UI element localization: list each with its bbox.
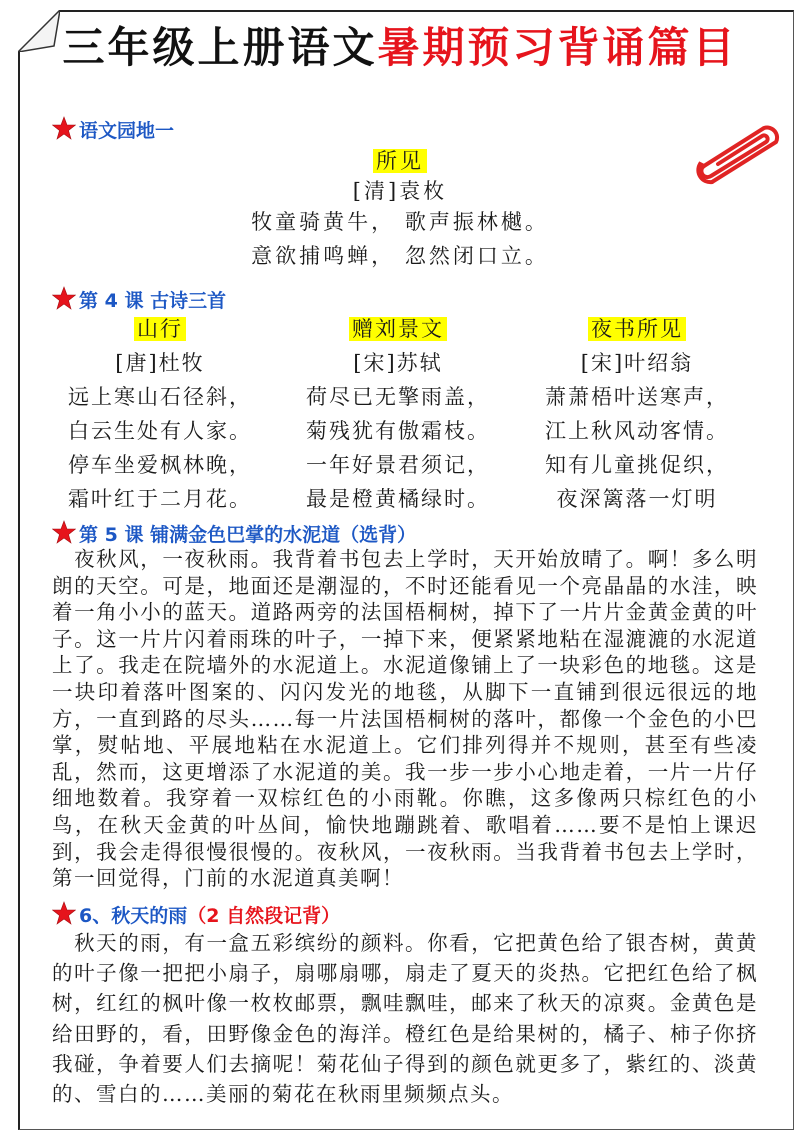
section-heading-label: 第 5 课 铺满金色巴掌的水泥道（选背） xyxy=(79,524,417,546)
poem-title-yeshusuojian: 夜书所见 xyxy=(588,317,686,341)
poem-line: 知有儿童挑促织， xyxy=(545,453,729,477)
poem-title-shanxing: 山行 xyxy=(134,317,186,341)
poem-line: 牧童骑黄牛， 歌声振林樾。 xyxy=(251,210,549,234)
poem-line: 夜深篱落一灯明 xyxy=(556,487,718,511)
poem-title-zengliujingwen: 赠刘景文 xyxy=(349,317,447,341)
poem-author-suojian: [清]袁枚 xyxy=(352,179,448,203)
page-title xyxy=(0,18,800,78)
section-heading-note: （2 自然段记背） xyxy=(187,905,341,927)
section-heading-3 xyxy=(52,520,416,548)
poem-line: 荷尽已无擎雨盖， xyxy=(306,385,490,409)
poem-author: [唐]杜牧 xyxy=(115,351,205,375)
poem-line: 江上秋风动客情。 xyxy=(545,419,729,443)
poem-column-shanxing xyxy=(52,312,268,516)
poem-author: [宋]苏轼 xyxy=(353,351,443,375)
poem-line: 一年好景君须记， xyxy=(306,453,490,477)
section-heading-1 xyxy=(52,116,174,144)
section-heading-label: 6、秋天的雨 xyxy=(79,905,188,927)
section-heading-2 xyxy=(52,286,226,314)
passage-paved-road xyxy=(52,546,758,892)
red-star-icon xyxy=(52,286,76,310)
poem-column-yeshusuojian xyxy=(526,312,748,516)
poem-line: 停车坐爱枫林晚， xyxy=(68,453,252,477)
red-star-icon xyxy=(52,116,76,140)
poem-author: [宋]叶绍翁 xyxy=(580,351,694,375)
passage-text: 秋天的雨，有一盒五彩缤纷的颜料。你看，它把黄色给了银杏树，黄黄的叶子像一把把小扇子，扇哪扇哪，扇走了夏天的炎热。它把红色给了枫树，红红的枫叶像一枚枚邮票，飘哇飘哇，邮来了秋天的凉爽。金黄色是给田野的，看，田野像金色的海洋。橙红色是给果树的，橘子、柿子你挤我碰，争着要人们去摘呢！菊花仙子得到的颜色就更多了，紫红的、淡黄的、雪白的……美丽的菊花在秋雨里频频点头。 xyxy=(52,931,758,1107)
poem-column-zengliujingwen xyxy=(286,312,510,516)
poem-line: 白云生处有人家。 xyxy=(68,419,252,443)
poem-line: 萧萧梧叶送寒声， xyxy=(545,385,729,409)
poem-title-suojian: 所见 xyxy=(373,149,427,173)
title-grade: 三年级上册语文 xyxy=(62,23,378,72)
passage-autumn-rain xyxy=(52,928,758,1109)
poem-line: 远上寒山石径斜， xyxy=(68,385,252,409)
red-star-icon xyxy=(52,901,76,925)
title-topic: 暑期预习背诵篇目 xyxy=(377,23,738,72)
section-heading-4 xyxy=(52,901,340,929)
poem-line: 菊残犹有傲霜枝。 xyxy=(306,419,490,443)
passage-text: 夜秋风，一夜秋雨。我背着书包去上学时，天开始放晴了。啊！多么明朗的天空。可是，地面还是潮湿的，不时还能看见一个亮晶晶的水洼，映着一角小小的蓝天。道路两旁的法国梧桐树，掉下了一片片金黄金黄的叶子。这一片片闪着雨珠的叶子，一掉下来，便紧紧地粘在湿漉漉的水泥道上了。我走在院墙外的水泥道上。水泥道像铺上了一块彩色的地毯。这是一块印着落叶图案的、闪闪发光的地毯，从脚下一直铺到很远很远的地方，一直到路的尽头……每一片法国梧桐树的落叶，都像一个金色的小巴掌，熨帖地、平展地粘在水泥道上。它们排列得并不规则，甚至有些凌乱，然而，这更增添了水泥道的美。我一步一步小心地走着，一片一片仔细地数着。我穿着一双棕红色的小雨靴。你瞧，这多像两只棕红色的小鸟，在秋天金黄的叶丛间，愉快地蹦跳着、歌唱着……要不是怕上课迟到，我会走得很慢很慢的。夜秋风，一夜秋雨。当我背着书包去上学时，第一回觉得，门前的水泥道真美啊！ xyxy=(52,547,758,891)
poem-line: 霜叶红于二月花。 xyxy=(68,487,252,511)
poem-line: 意欲捕鸣蝉， 忽然闭口立。 xyxy=(251,244,549,268)
poem-title-line xyxy=(0,144,800,178)
red-star-icon xyxy=(52,520,76,544)
section-heading-label: 语文园地一 xyxy=(79,120,175,142)
poem-line: 最是橙黄橘绿时。 xyxy=(306,487,490,511)
section-heading-label: 第 4 课 古诗三首 xyxy=(79,290,227,312)
